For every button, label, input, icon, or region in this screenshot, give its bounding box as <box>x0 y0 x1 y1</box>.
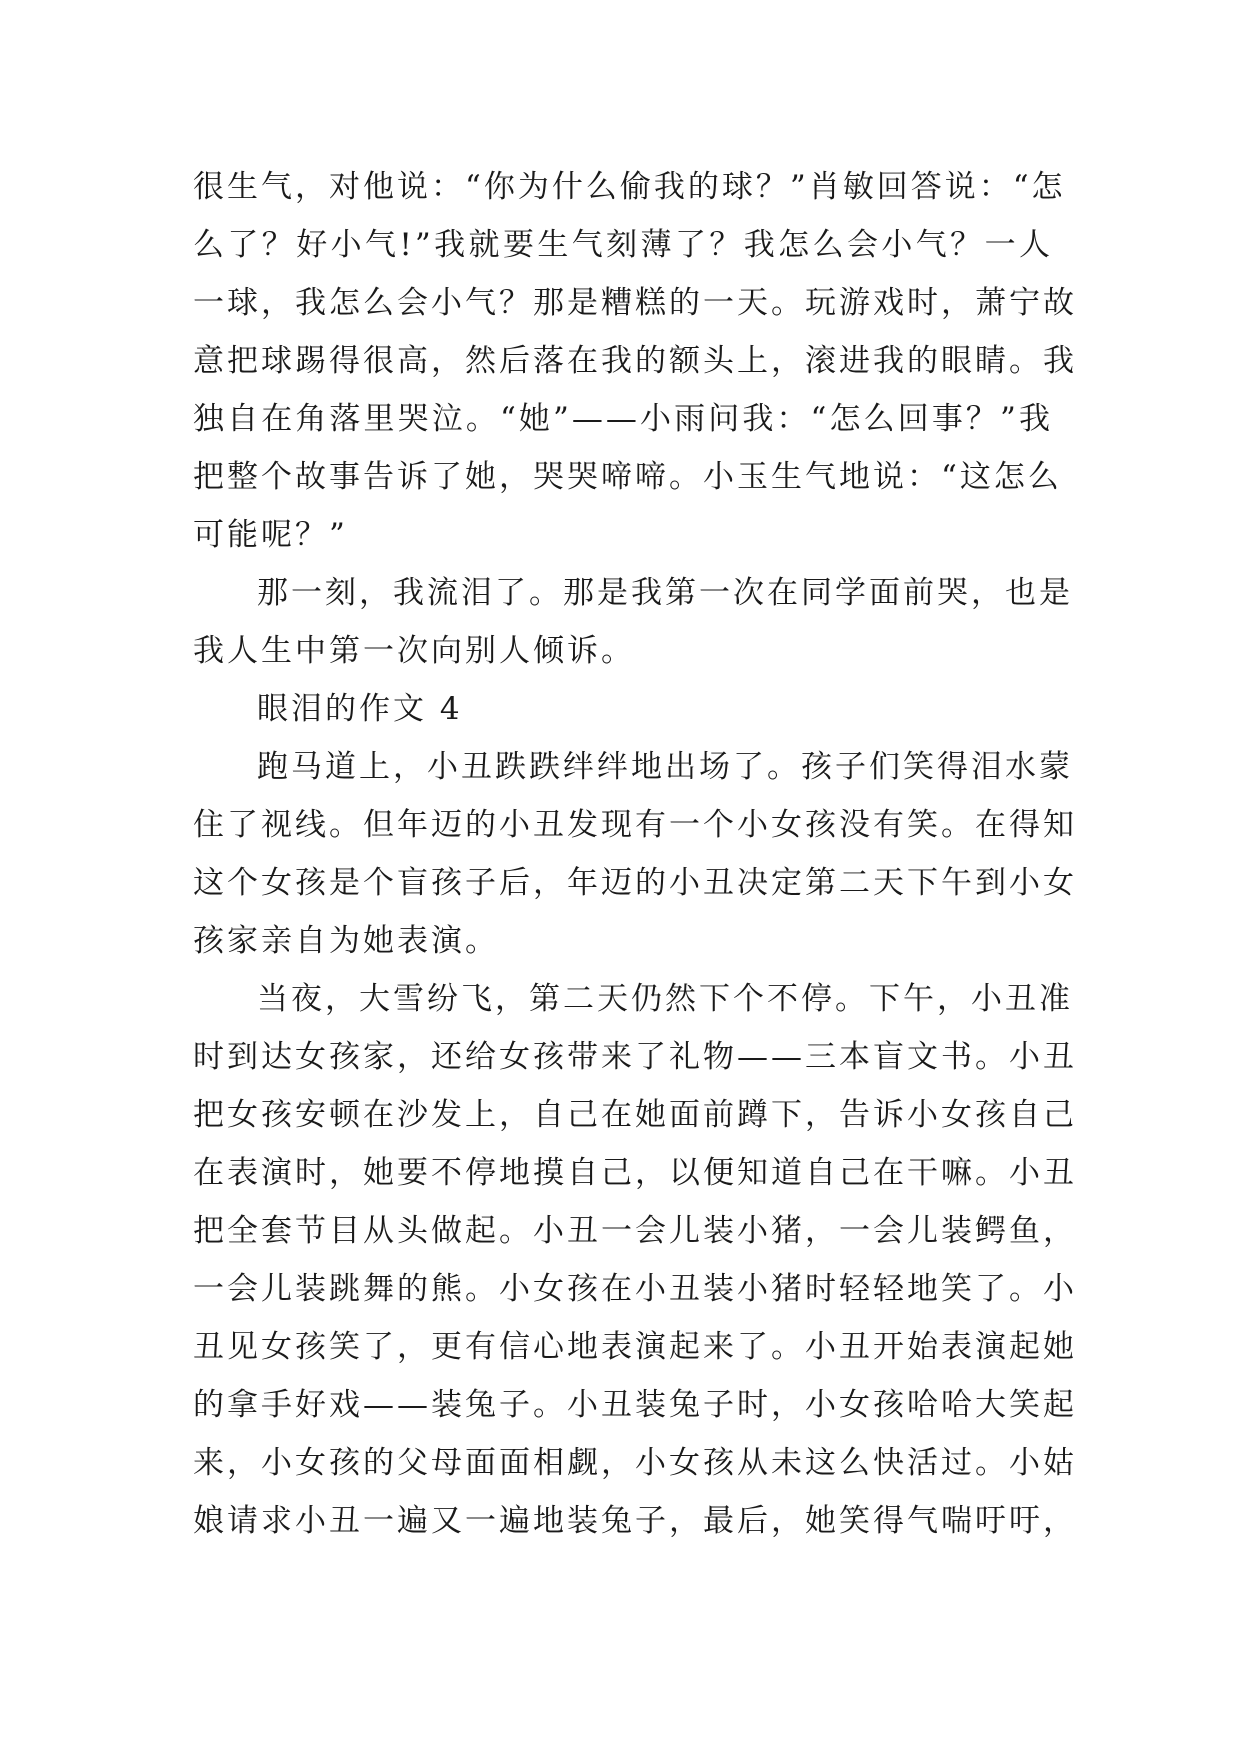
text-line: 一球，我怎么会小气？那是糟糕的一天。玩游戏时，萧宁故 <box>193 285 1077 321</box>
text-line: 丑见女孩笑了，更有信心地表演起来了。小丑开始表演起她 <box>193 1329 1077 1365</box>
text-line: 时到达女孩家，还给女孩带来了礼物——三本盲文书。小丑 <box>193 1039 1077 1075</box>
text-line: 意把球踢得很高，然后落在我的额头上，滚进我的眼睛。我 <box>193 343 1077 379</box>
text-line: 这个女孩是个盲孩子后，年迈的小丑决定第二天下午到小女 <box>193 865 1077 901</box>
document-body <box>193 158 1077 1550</box>
text-line: 住了视线。但年迈的小丑发现有一个小女孩没有笑。在得知 <box>193 807 1077 843</box>
text-line: 把整个故事告诉了她，哭哭啼啼。小玉生气地说：“这怎么 <box>193 459 1062 495</box>
text-line: 当夜，大雪纷飞，第二天仍然下个不停。下午，小丑准 <box>257 981 1073 1017</box>
text-line: 把全套节目从头做起。小丑一会儿装小猪，一会儿装鳄鱼， <box>193 1213 1077 1249</box>
text-line: 把女孩安顿在沙发上，自己在她面前蹲下，告诉小女孩自己 <box>193 1097 1077 1133</box>
text-line: 来，小女孩的父母面面相觑，小女孩从未这么快活过。小姑 <box>193 1445 1077 1481</box>
paragraph <box>193 738 1077 970</box>
paragraph <box>193 970 1077 1550</box>
text-line: 很生气，对他说：“你为什么偷我的球？”肖敏回答说：“怎 <box>193 169 1066 205</box>
paragraph <box>193 564 1073 680</box>
text-line: 眼泪的作文 4 <box>257 691 463 727</box>
text-line: 一会儿装跳舞的熊。小女孩在小丑装小猪时轻轻地笑了。小 <box>193 1271 1077 1307</box>
text-line: 独自在角落里哭泣。“她”——小雨问我：“怎么回事？”我 <box>193 401 1053 437</box>
text-line: 娘请求小丑一遍又一遍地装兔子，最后，她笑得气喘吁吁， <box>193 1503 1077 1539</box>
text-line: 在表演时，她要不停地摸自己，以便知道自己在干嘛。小丑 <box>193 1155 1077 1191</box>
text-line: 我人生中第一次向别人倾诉。 <box>193 633 635 669</box>
text-line: 那一刻，我流泪了。那是我第一次在同学面前哭，也是 <box>257 575 1073 611</box>
text-line: 可能呢？” <box>193 517 348 553</box>
paragraph <box>193 158 1077 564</box>
text-line: 的拿手好戏——装兔子。小丑装兔子时，小女孩哈哈大笑起 <box>193 1387 1077 1423</box>
text-line: 孩家亲自为她表演。 <box>193 923 499 959</box>
text-line: 么了？好小气!”我就要生气刻薄了？我怎么会小气？一人 <box>193 227 1053 263</box>
section-heading <box>193 680 1053 738</box>
text-line: 跑马道上，小丑跌跌绊绊地出场了。孩子们笑得泪水蒙 <box>257 749 1073 785</box>
